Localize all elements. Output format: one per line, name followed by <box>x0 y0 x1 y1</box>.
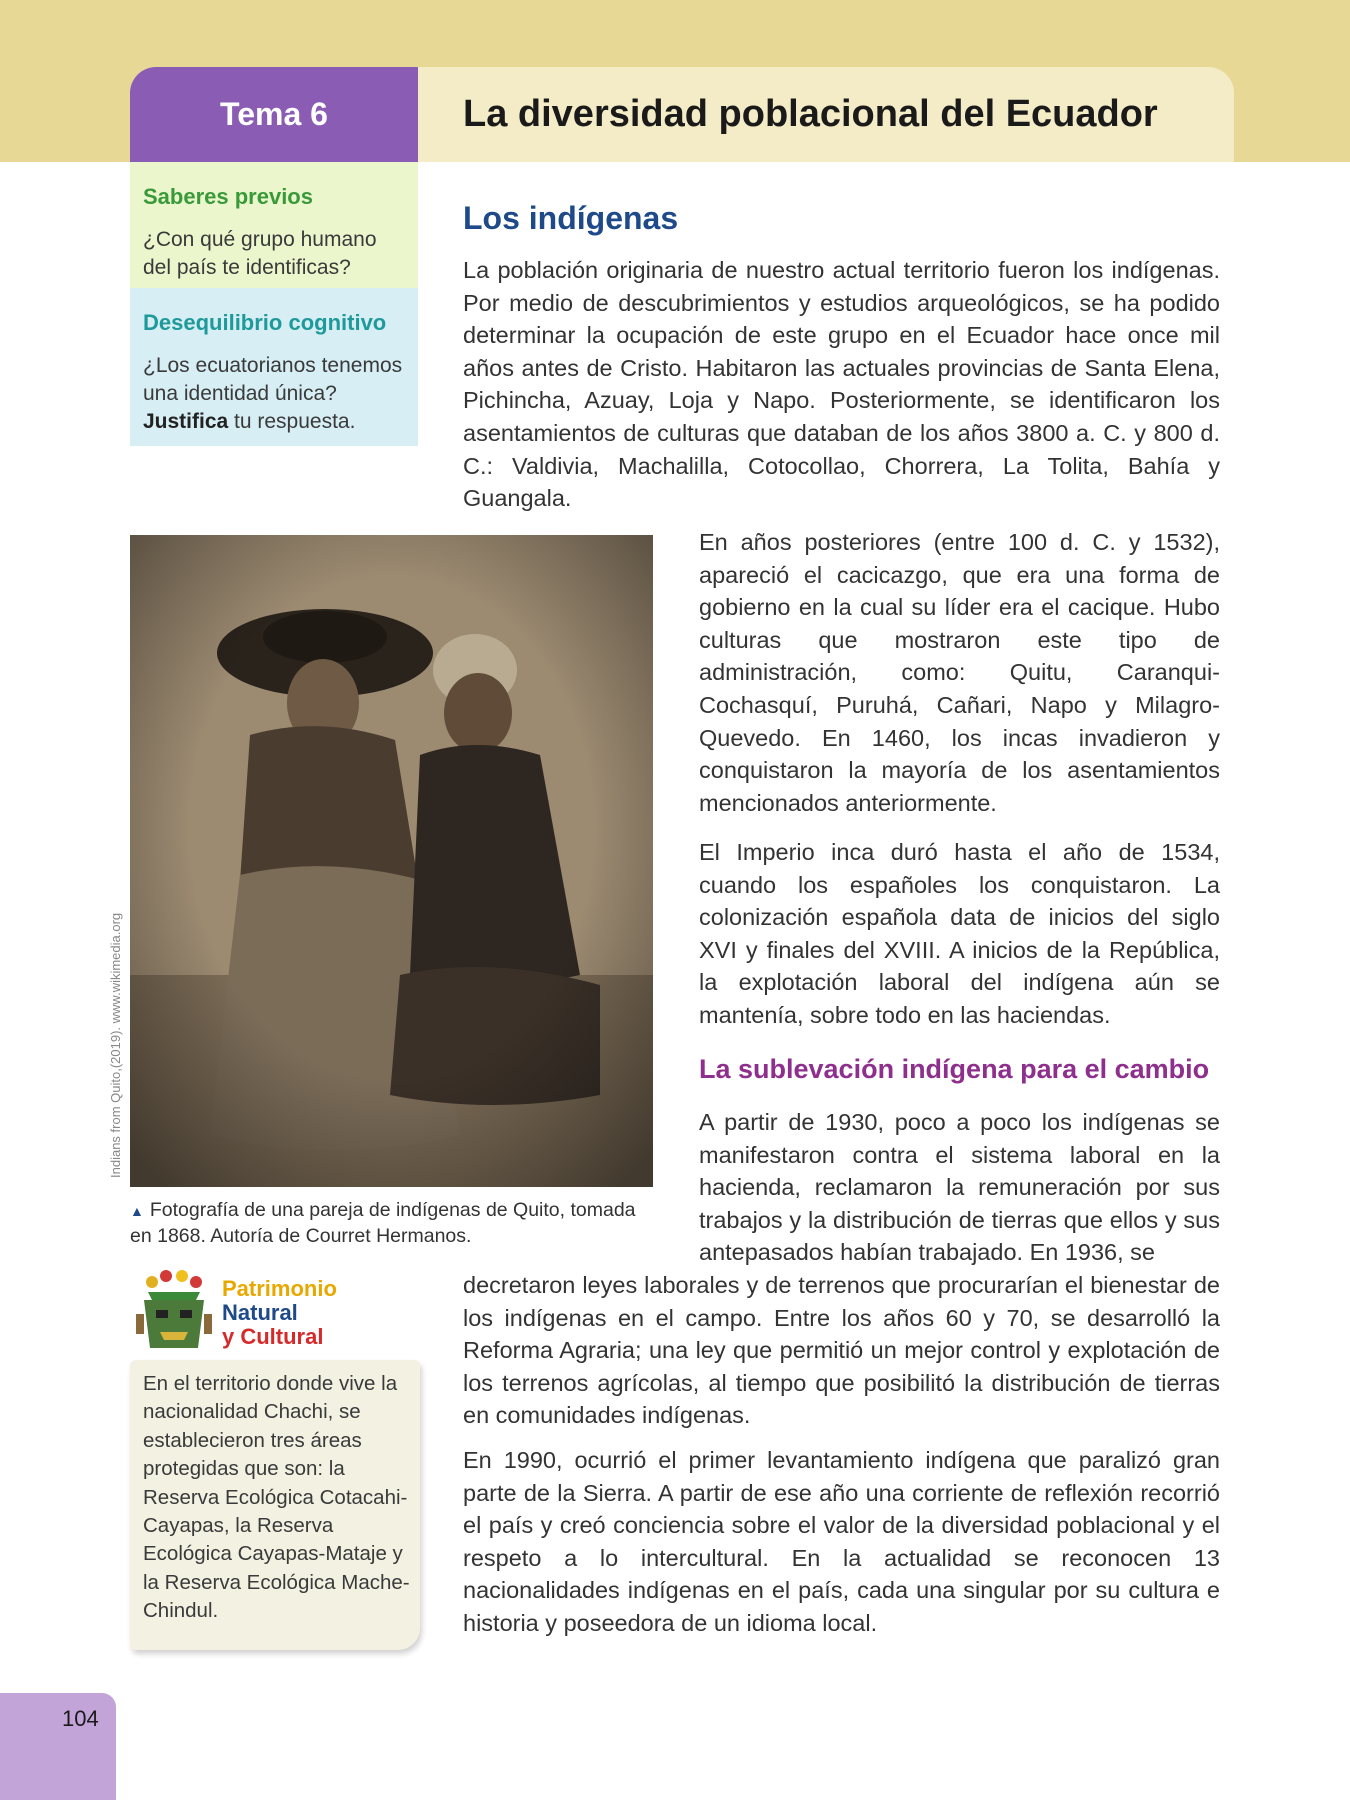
saberes-previos-box <box>130 162 418 288</box>
photo-caption <box>130 1198 650 1249</box>
patrimonio-title-line-1: Patrimonio <box>222 1276 337 1301</box>
patrimonio-title <box>222 1277 337 1349</box>
saberes-previos-text: ¿Con qué grupo humano del país te identificas? <box>143 228 377 279</box>
patrimonio-box <box>130 1360 420 1650</box>
paragraph-2: En años posteriores (entre 100 d. C. y 1532), apareció el cacicazgo, que era una forma de gobierno en la cual su líder era el cacique. Hubo culturas que mostraron este tipo de administración, como: Quitu, Caranqui-Cochasquí, Puruhá, Cañari, Napo y Milagro-Quevedo. En 1460, los incas invadieron y conquistaron la mayoría de los asentamientos mencionados anteriormente. <box>699 529 1220 816</box>
paragraph-1: La población originaria de nuestro actual territorio fueron los indígenas. Por medio de descubrimientos y estudios arqueológicos, se ha podido determinar la ocupación de este grupo en el Ecuador hace once mil años antes de Cristo. Habitaron las actuales provincias de Santa Elena, Pichincha, Azuay, Loja y Napo. Posteriormente, se identificaron los asentamientos de culturas que databan de los años 3800 a. C. y 800 d. C.: Valdivia, Machalilla, Cotocollao, Chorrera, La Tolita, Bahía y Guangala. <box>463 257 1220 512</box>
section-title: Los indígenas <box>463 200 679 236</box>
caption-triangle-icon: ▲ <box>130 1203 144 1219</box>
desequilibrio-cognitivo-title: Desequilibrio cognitivo <box>143 310 387 335</box>
photo-illustration <box>130 535 653 1187</box>
desequilibrio-question: ¿Los ecuatorianos tenemos una identidad única? <box>143 354 403 405</box>
justifica-bold: Justifica <box>143 410 229 433</box>
desequilibrio-cognitivo-box <box>130 288 418 446</box>
patrimonio-title-line-2: Natural <box>222 1300 298 1325</box>
page-title: La diversidad poblacional del Ecuador <box>463 93 1158 135</box>
subsection-title: La sublevación indígena para el cambio <box>699 1054 1210 1084</box>
patrimonio-title-line-3: y Cultural <box>222 1324 324 1349</box>
header <box>130 67 1234 162</box>
paragraph-3: El Imperio inca duró hasta el año de 1534, cuando los españoles los conquistaron. La colonización española data de inicios del siglo XVI y finales del XVIII. A inicios de la República, la explotación laboral del indígena aún se mantenía, sobre todo en las haciendas. <box>699 839 1220 1028</box>
photo-credit: Indians from Quito,(2019). www.wikimedia.org <box>108 912 123 1178</box>
tema-label: Tema 6 <box>130 67 418 162</box>
paragraph-4-wide: decretaron leyes laborales y de terrenos que procurarían el bienestar de los indígenas en el campo. Entre los años 60 y 70, se desarrolló la Reforma Agraria; una ley que permitió un mejor control y explotación de los terrenos agrícolas, al tiempo que posibilitó la distribución de tierras en comunidades indígenas. <box>463 1272 1220 1429</box>
justifica-rest: tu respuesta. <box>228 410 356 433</box>
historical-photo <box>130 535 653 1187</box>
mask-icon <box>130 1270 218 1359</box>
paragraph-4-narrow: A partir de 1930, poco a poco los indígenas se manifestaron contra el sistema laboral en la hacienda, reclamaron la remuneración por sus trabajos y la distribución de tierras que ellos y sus antepasados habían trabajado. En 1936, se <box>699 1109 1220 1266</box>
patrimonio-text: En el territorio donde vive la nacionalidad Chachi, se establecieron tres áreas protegidas que son: la Reserva Ecológica Cotacahi-Cayapas, la Reserva Ecológica Cayapas-Mataje y la Reserva Ecológica Mache-Chindul. <box>143 1372 410 1623</box>
photo-caption-text: Fotografía de una pareja de indígenas de Quito, tomada en 1868. Autoría de Courret Hermanos. <box>130 1199 636 1247</box>
paragraph-5: En 1990, ocurrió el primer levantamiento indígena que paralizó gran parte de la Sierra. A partir de ese año una corriente de reflexión recorrió el país y creó conciencia sobre el valor de la diversidad poblacional y el respeto a lo intercultural. En la actualidad se reconocen 13 nacionalidades indígenas en el país, cada una singular por su cultura e historia y poseedora de un idioma local. <box>463 1447 1220 1636</box>
desequilibrio-cognitivo-text <box>143 352 408 436</box>
saberes-previos-title: Saberes previos <box>143 184 313 209</box>
page-number: 104 <box>62 1706 99 1731</box>
